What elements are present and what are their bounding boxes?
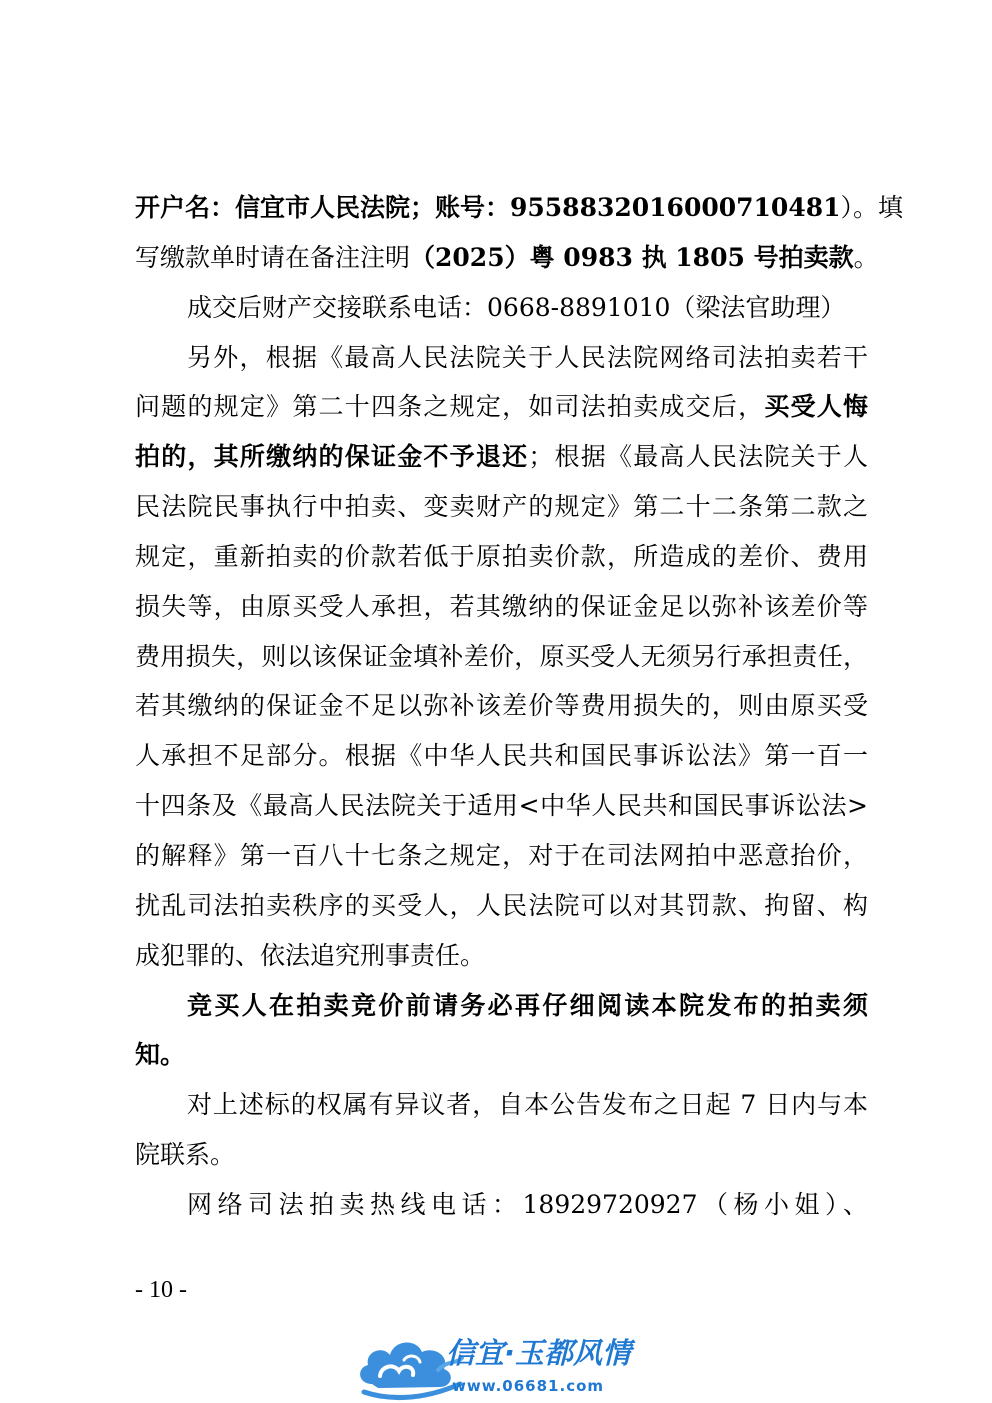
body-line [135,831,868,881]
text-run: 写缴款单时请在备注注明 [135,242,411,272]
body-line [135,283,868,333]
watermark-name: 信宜·玉都风情 [446,1336,632,1370]
body-line [135,1080,868,1130]
body-line [135,781,868,831]
body-line [135,981,868,1031]
bold-text: 竞买人在拍卖竞价前请务必再仔细阅读本院发布的拍卖须 [187,990,868,1020]
body-line [135,532,868,582]
text-run: 若其缴纳的保证金不足以弥补该差价等费用损失的，则由原买受 [135,691,868,721]
text-run: 另外，根据《最高人民法院关于人民法院网络司法拍卖若干 [187,342,868,372]
text-run: ）。填 [840,193,904,222]
document-body [135,183,904,1230]
text-run: 损失等，由原买受人承担，若其缴纳的保证金足以弥补该差价等 [135,591,868,621]
body-line [135,482,868,532]
text-run: 成交后财产交接联系电话：0668-8891010（梁法官助理） [187,292,846,322]
watermark-url: www.06681.com [452,1377,605,1395]
body-line [135,931,868,981]
text-run: 网络司法拍卖热线电话：18929720927（杨小姐）、 [187,1189,868,1219]
body-line [135,582,868,632]
body-line [135,881,868,931]
text-run: 成犯罪的、依法追究刑事责任。 [135,940,486,970]
body-line [135,1030,868,1080]
bold-text: 拍的，其所缴纳的保证金不予退还 [135,442,529,472]
body-line [135,1130,868,1180]
text-run: 院联系。 [135,1140,236,1170]
text-run: 问题的规定》第二十四条之规定，如司法拍卖成交后， [135,392,765,422]
bold-text: （2025）粤 0983 执 1805 号拍卖款 [410,242,854,272]
text-run: 人承担不足部分。根据《中华人民共和国民事诉讼法》第一百一 [135,741,868,771]
body-line [135,681,868,731]
body-line [135,183,904,233]
body-line [135,1180,868,1230]
text-run: 对上述标的权属有异议者，自本公告发布之日起 7 日内与本 [187,1090,868,1120]
text-run: 。 [853,242,879,272]
body-line [135,233,879,283]
text-run: 十四条及《最高人民法院关于适用<中华人民共和国民事诉讼法> [135,791,868,821]
body-line [135,432,868,482]
text-run: 的解释》第一百八十七条之规定，对于在司法网拍中恶意抬价， [135,840,868,870]
text-run: 扰乱司法拍卖秩序的买受人，人民法院可以对其罚款、拘留、构 [135,890,868,920]
text-run: 民法院民事执行中拍卖、变卖财产的规定》第二十二条第二款之 [135,492,868,522]
bold-text: 知。 [135,1040,186,1070]
text-run: ；根据《最高人民法院关于人 [528,442,868,472]
body-line [135,382,868,432]
text-run: 费用损失，则以该保证金填补差价，原买受人无须另行承担责任， [135,641,868,671]
bold-text: 开户名：信宜市人民法院；账号：9558832016000710481 [135,193,841,222]
body-line [135,333,868,383]
bold-text: 买受人悔 [764,392,868,422]
text-run: 规定，重新拍卖的价款若低于原拍卖价款，所造成的差价、费用 [135,541,868,571]
page-number: - 10 - [135,1277,187,1303]
body-line [135,731,868,781]
body-line [135,632,868,682]
